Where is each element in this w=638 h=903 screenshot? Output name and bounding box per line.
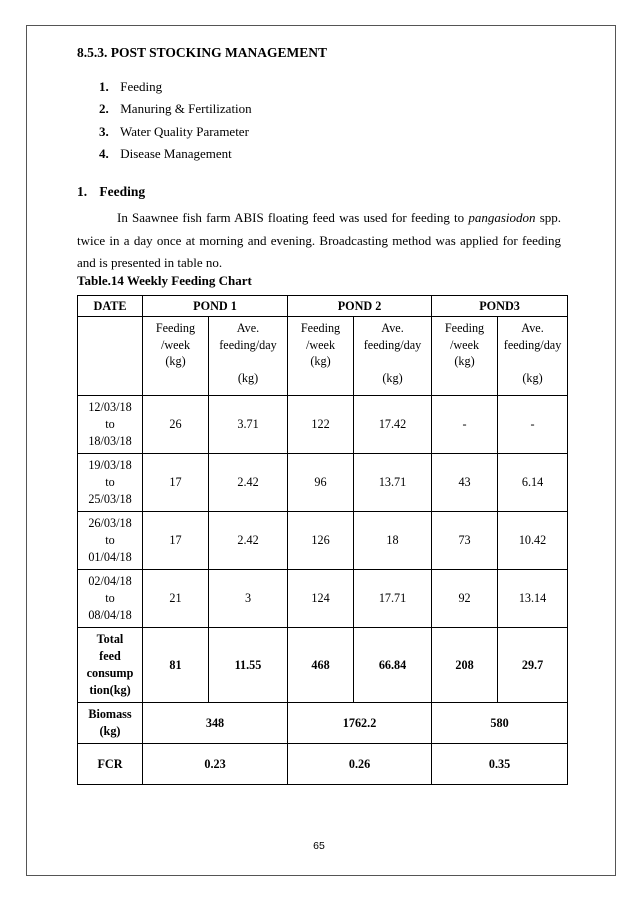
pond3-day-cell: 10.42: [498, 512, 568, 570]
pond3-day-total: 29.7: [498, 628, 568, 703]
pond2-day-cell: 13.71: [354, 454, 432, 512]
pond3-day-cell: 13.14: [498, 570, 568, 628]
list-item: 4. Disease Management: [99, 145, 232, 161]
pond1-day-cell: 3: [209, 570, 288, 628]
feeding-week-header: Feeding /week (kg): [288, 317, 354, 396]
feeding-week-header: Feeding /week (kg): [432, 317, 498, 396]
pond3-day-cell: -: [498, 396, 568, 454]
pond1-day-cell: 2.42: [209, 512, 288, 570]
pond2-fcr: 0.26: [288, 744, 432, 785]
section-list: [99, 76, 252, 165]
list-item: 3. Water Quality Parameter: [99, 123, 249, 139]
date-cell: 19/03/18 to 25/03/18: [78, 454, 143, 512]
feeding-week-header: Feeding /week (kg): [143, 317, 209, 396]
fcr-label: FCR: [78, 744, 143, 785]
table-row: [78, 396, 568, 454]
pond2-day-cell: 17.71: [354, 570, 432, 628]
pond1-week-cell: 17: [143, 454, 209, 512]
pond2-day-total: 66.84: [354, 628, 432, 703]
date-cell: 02/04/18 to 08/04/18: [78, 570, 143, 628]
avg-feeding-day-header: Ave. feeding/day (kg): [354, 317, 432, 396]
pond1-week-cell: 21: [143, 570, 209, 628]
pond3-week-cell: 43: [432, 454, 498, 512]
date-cell: 26/03/18 to 01/04/18: [78, 512, 143, 570]
table-row: [78, 570, 568, 628]
total-label: Total feed consump tion(kg): [78, 628, 143, 703]
pond1-week-cell: 17: [143, 512, 209, 570]
table-caption: Table.14 Weekly Feeding Chart: [77, 273, 252, 288]
pond2-day-cell: 18: [354, 512, 432, 570]
fcr-row: [78, 744, 568, 785]
avg-feeding-day-header: Ave. feeding/day (kg): [498, 317, 568, 396]
section-title: 8.5.3. POST STOCKING MANAGEMENT: [77, 45, 328, 60]
pond2-week-total: 468: [288, 628, 354, 703]
feeding-heading: 1. Feeding: [77, 184, 146, 199]
pond3-header: POND3: [432, 296, 568, 317]
pond1-day-cell: 2.42: [209, 454, 288, 512]
pond2-week-cell: 124: [288, 570, 354, 628]
date-header: DATE: [78, 296, 143, 317]
pond1-day-cell: 3.71: [209, 396, 288, 454]
pond1-fcr: 0.23: [143, 744, 288, 785]
pond1-header: POND 1: [143, 296, 288, 317]
pond2-week-cell: 126: [288, 512, 354, 570]
pond1-week-total: 81: [143, 628, 209, 703]
feeding-table: [77, 295, 568, 785]
species-name: pangasiodon: [468, 210, 536, 225]
avg-feeding-day-header: Ave. feeding/day (kg): [209, 317, 288, 396]
pond2-biomass: 1762.2: [288, 703, 432, 744]
list-item: 2. Manuring & Fertilization: [99, 101, 252, 117]
biomass-row: [78, 703, 568, 744]
pond3-biomass: 580: [432, 703, 568, 744]
table-row: [78, 512, 568, 570]
pond3-day-cell: 6.14: [498, 454, 568, 512]
table-subheader-row: [78, 317, 568, 396]
total-row: [78, 628, 568, 703]
pond3-fcr: 0.35: [432, 744, 568, 785]
pond2-week-cell: 96: [288, 454, 354, 512]
pond1-week-cell: 26: [143, 396, 209, 454]
pond2-day-cell: 17.42: [354, 396, 432, 454]
pond1-day-total: 11.55: [209, 628, 288, 703]
pond3-week-total: 208: [432, 628, 498, 703]
pond3-week-cell: -: [432, 396, 498, 454]
pond3-week-cell: 92: [432, 570, 498, 628]
pond1-biomass: 348: [143, 703, 288, 744]
list-item: 1. Feeding: [99, 79, 163, 94]
date-cell: 12/03/18 to 18/03/18: [78, 396, 143, 454]
table-header-row: [78, 296, 568, 317]
pond2-week-cell: 122: [288, 396, 354, 454]
empty-cell: [78, 317, 143, 396]
page-number: 65: [313, 840, 325, 852]
biomass-label: Biomass (kg): [78, 703, 143, 744]
pond2-header: POND 2: [288, 296, 432, 317]
feeding-paragraph: In Saawnee fish farm ABIS floating feed was used for feeding to pangasiodon spp. twice in a day once at morning and evening. Broadcasting method was applied for feeding and is presented in table no.: [77, 210, 561, 270]
table-row: [78, 454, 568, 512]
pond3-week-cell: 73: [432, 512, 498, 570]
